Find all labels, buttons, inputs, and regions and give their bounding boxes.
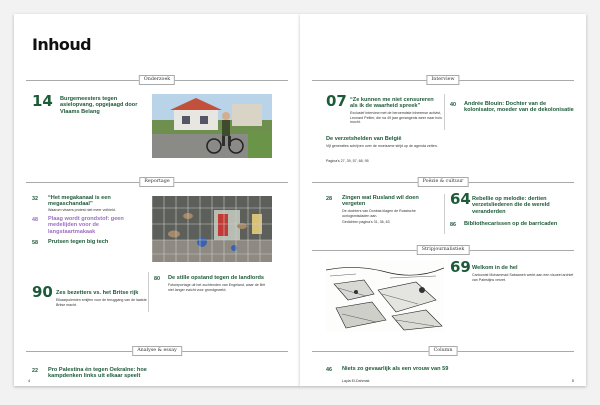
article-subtitle: Waarom vissers protest niet meer volhield. xyxy=(48,208,116,212)
section-label: Reportage xyxy=(139,177,174,187)
page-number: 5 xyxy=(571,378,574,383)
item-number: 14 xyxy=(32,92,53,110)
section-header-interview xyxy=(300,75,586,85)
article-subtitle: Exclusief interview met de beroemdste inheemse activist, Leonard Peltier, die na 49 jaar gevangenis weer naar huis mocht. xyxy=(350,111,442,124)
column-author: Layla El-Dahmak xyxy=(342,379,370,383)
left-page xyxy=(14,14,300,386)
article-title[interactable]: Pro Palestina én tegen Oekraïne: hoe kampdenken links uit elkaar speelt xyxy=(48,367,147,380)
page-references: Gedichten pagina's 31, 36, 63 xyxy=(342,220,390,224)
item-number: 32 xyxy=(32,196,38,202)
column-divider xyxy=(148,272,149,312)
page-number: 4 xyxy=(28,378,31,383)
item-number: 90 xyxy=(32,283,53,301)
section-label: Interview xyxy=(426,75,459,85)
section-label: Analyse & essay xyxy=(132,346,182,356)
article-title[interactable]: Burgemeesters tegen asielopvang, opgejaagd door Vlaams Belang xyxy=(60,96,138,115)
article-title[interactable]: Prutsen tegen big tech xyxy=(48,239,109,245)
column-divider xyxy=(444,94,445,130)
article-subtitle: Fotoreportage uit het zuchtenden van Engeland, waar de Brit niet langer zwicht voor grondgeweld. xyxy=(168,283,266,292)
section-header-onderzoek xyxy=(14,75,300,85)
item-number: 69 xyxy=(450,258,471,276)
section-label: Poëzie & cultuur xyxy=(418,177,469,187)
section-header-column xyxy=(300,346,586,356)
item-number: 48 xyxy=(32,217,38,223)
section-label: Onderzoek xyxy=(139,75,175,85)
section-header-reportage xyxy=(14,177,300,187)
man-on-bicycle-photo xyxy=(152,94,272,158)
article-title[interactable]: Zingen wat Rusland wil doen vergeten xyxy=(342,195,419,208)
page-references: Pagina's 27, 39, 57, 68, 95 xyxy=(326,159,369,163)
feature-subtitle: Vijf generaties schrijven over de moeizame strijd op de agenda zetten. xyxy=(326,144,438,148)
item-number: 28 xyxy=(326,196,332,202)
right-page xyxy=(300,14,586,386)
item-number: 07 xyxy=(326,92,347,110)
article-title[interactable]: “Ze kunnen me niet censureren als ik de waarheid spreek” xyxy=(350,97,434,110)
item-number: 58 xyxy=(32,240,38,246)
feature-title[interactable]: De verzetshelden van België xyxy=(326,136,402,142)
column-divider xyxy=(444,194,445,234)
item-number: 64 xyxy=(450,190,471,208)
article-title[interactable]: Andrée Blouin: Dochter van de kolonisator, moeder van de dekolonisatie xyxy=(464,101,574,114)
article-title[interactable]: Zes bezetters vs. het Britse rijk xyxy=(56,290,139,296)
section-header-poezie xyxy=(300,177,586,187)
article-subtitle: Elkaarpolemien smijten voor de teruggang van de laatste Britse macht. xyxy=(56,298,147,307)
article-title[interactable]: De stille opstand tegen de landlords xyxy=(168,275,265,281)
article-title[interactable]: Rebellie op melodie: dertien verzetsliederen die de wereld veranderden xyxy=(472,196,550,215)
section-label: Column xyxy=(429,346,458,356)
article-title[interactable]: Niets zo gevaarlijk als een vrouw van 59 xyxy=(342,366,449,372)
article-subtitle: De dochters van Donbas klagen de Russische oorlogsmisdaden aan. xyxy=(342,209,416,218)
article-title[interactable]: Plaag wordt grondstof: geen medelijden voor de langstaartmakaak xyxy=(48,216,124,235)
section-header-analyse xyxy=(14,346,300,356)
page-title: Inhoud xyxy=(32,35,91,54)
item-number: 80 xyxy=(154,276,160,282)
article-subtitle: Cartoonist Mohammad Sabaaneh werkt aan een visueel archief van Palestijns verzet. xyxy=(472,273,574,282)
section-header-strip xyxy=(300,245,586,255)
article-title[interactable]: Bibliothecarissen op de barricaden xyxy=(464,221,558,227)
item-number: 86 xyxy=(450,222,456,228)
comic-strip-illustration xyxy=(326,260,444,332)
article-title[interactable]: Welkom in de hel xyxy=(472,265,518,271)
item-number: 22 xyxy=(32,368,38,374)
item-number: 40 xyxy=(450,102,456,108)
item-number: 46 xyxy=(326,367,332,373)
macaque-cage-photo xyxy=(152,196,272,262)
article-title[interactable]: “Het megakanaal is een megaschandaal” xyxy=(48,195,111,208)
section-label: Stripjournalistiek xyxy=(417,245,470,255)
